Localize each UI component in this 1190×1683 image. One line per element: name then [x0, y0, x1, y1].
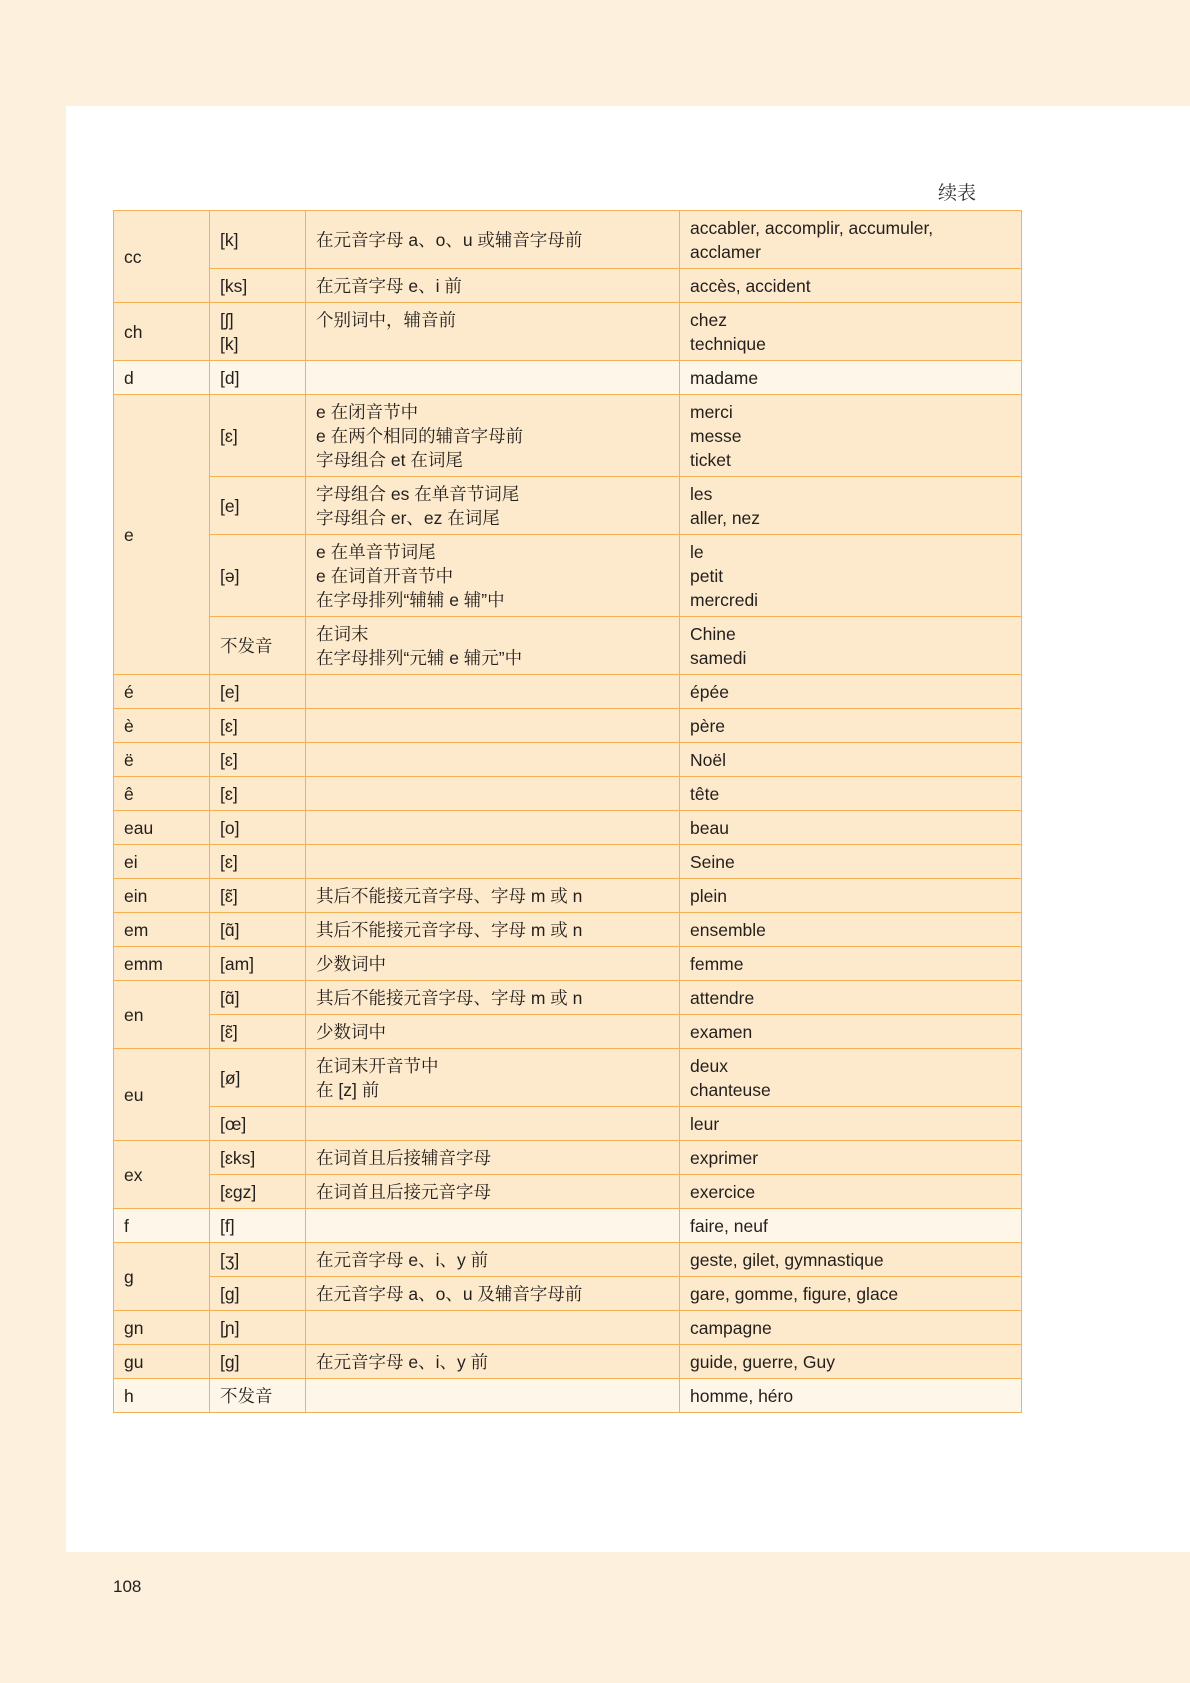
ipa-cell: [œ] — [210, 1107, 306, 1141]
examples-cell: beau — [680, 811, 1022, 845]
examples-cell: examen — [680, 1015, 1022, 1049]
letter-cell: è — [114, 709, 210, 743]
table-row — [114, 1175, 1022, 1209]
letter-cell: é — [114, 675, 210, 709]
ipa-cell: [ɛks] — [210, 1141, 306, 1175]
examples-cell: gare, gomme, figure, glace — [680, 1277, 1022, 1311]
rule-cell — [306, 361, 680, 395]
examples-cell: père — [680, 709, 1022, 743]
table-row — [114, 1345, 1022, 1379]
continued-label: 续表 — [938, 183, 977, 204]
rule-cell — [306, 675, 680, 709]
rule-cell: 在元音字母 a、o、u 及辅音字母前 — [306, 1277, 680, 1311]
table-row — [114, 1243, 1022, 1277]
examples-cell: merci messe ticket — [680, 395, 1022, 477]
ipa-cell: [d] — [210, 361, 306, 395]
ipa-cell: 不发音 — [210, 617, 306, 675]
examples-cell: plein — [680, 879, 1022, 913]
letter-cell: g — [114, 1243, 210, 1311]
letter-cell: en — [114, 981, 210, 1049]
letter-cell: ch — [114, 303, 210, 361]
examples-cell: les aller, nez — [680, 477, 1022, 535]
table-row — [114, 1311, 1022, 1345]
table-row — [114, 1209, 1022, 1243]
examples-cell: campagne — [680, 1311, 1022, 1345]
table-row — [114, 1015, 1022, 1049]
table-row — [114, 395, 1022, 477]
examples-cell: exprimer — [680, 1141, 1022, 1175]
ipa-cell: [k] — [210, 211, 306, 269]
letter-cell: d — [114, 361, 210, 395]
table-row — [114, 743, 1022, 777]
letter-cell: emm — [114, 947, 210, 981]
examples-cell: guide, guerre, Guy — [680, 1345, 1022, 1379]
table-row — [114, 361, 1022, 395]
rule-cell — [306, 709, 680, 743]
ipa-cell: [o] — [210, 811, 306, 845]
examples-cell: épée — [680, 675, 1022, 709]
ipa-cell: [ɛ] — [210, 845, 306, 879]
letter-cell: gn — [114, 1311, 210, 1345]
examples-cell: geste, gilet, gymnastique — [680, 1243, 1022, 1277]
examples-cell: tête — [680, 777, 1022, 811]
ipa-cell: [ə] — [210, 535, 306, 617]
rule-cell: e 在单音节词尾 e 在词首开音节中 在字母排列“辅辅 e 辅”中 — [306, 535, 680, 617]
table-row — [114, 1379, 1022, 1413]
table-row — [114, 811, 1022, 845]
ipa-cell: [ɛgz] — [210, 1175, 306, 1209]
examples-cell: deux chanteuse — [680, 1049, 1022, 1107]
ipa-cell: [ʃ] [k] — [210, 303, 306, 361]
table-row — [114, 211, 1022, 269]
ipa-cell: [g] — [210, 1277, 306, 1311]
table-row — [114, 1049, 1022, 1107]
table-row — [114, 303, 1022, 361]
rule-cell: 字母组合 es 在单音节词尾 字母组合 er、ez 在词尾 — [306, 477, 680, 535]
examples-cell: Chine samedi — [680, 617, 1022, 675]
rule-cell: 其后不能接元音字母、字母 m 或 n — [306, 981, 680, 1015]
ipa-cell: [e] — [210, 477, 306, 535]
ipa-cell: [ɛ] — [210, 777, 306, 811]
table-row — [114, 1277, 1022, 1311]
letter-cell: f — [114, 1209, 210, 1243]
ipa-cell: [ɛ] — [210, 709, 306, 743]
rule-cell: 在词末开音节中 在 [z] 前 — [306, 1049, 680, 1107]
page-number: 108 — [113, 1577, 142, 1596]
rule-cell: 在元音字母 e、i、y 前 — [306, 1345, 680, 1379]
rule-cell — [306, 743, 680, 777]
ipa-cell: [e] — [210, 675, 306, 709]
examples-cell: faire, neuf — [680, 1209, 1022, 1243]
letter-cell: ê — [114, 777, 210, 811]
ipa-cell: [f] — [210, 1209, 306, 1243]
rule-cell — [306, 1107, 680, 1141]
rule-cell: 在元音字母 a、o、u 或辅音字母前 — [306, 211, 680, 269]
rule-cell — [306, 1311, 680, 1345]
table-row — [114, 1141, 1022, 1175]
rule-cell: 在元音字母 e、i 前 — [306, 269, 680, 303]
table-row — [114, 947, 1022, 981]
table-row — [114, 709, 1022, 743]
ipa-cell: [ɛ] — [210, 395, 306, 477]
rule-cell: 其后不能接元音字母、字母 m 或 n — [306, 879, 680, 913]
ipa-cell: [g] — [210, 1345, 306, 1379]
letter-cell: ex — [114, 1141, 210, 1209]
table-row — [114, 981, 1022, 1015]
rule-cell: 在词首且后接辅音字母 — [306, 1141, 680, 1175]
rule-cell: 个别词中，辅音前 — [306, 303, 680, 361]
table-row — [114, 845, 1022, 879]
table-row — [114, 1107, 1022, 1141]
rule-cell — [306, 777, 680, 811]
table-row — [114, 477, 1022, 535]
ipa-cell: [ɑ̃] — [210, 913, 306, 947]
rule-cell: 在元音字母 e、i、y 前 — [306, 1243, 680, 1277]
examples-cell: accabler, accomplir, accumuler, acclamer — [680, 211, 1022, 269]
examples-cell: chez technique — [680, 303, 1022, 361]
rule-cell: 在词末 在字母排列“元辅 e 辅元”中 — [306, 617, 680, 675]
examples-cell: attendre — [680, 981, 1022, 1015]
rule-cell: 在词首且后接元音字母 — [306, 1175, 680, 1209]
ipa-cell: [ɑ̃] — [210, 981, 306, 1015]
rule-cell: 少数词中 — [306, 947, 680, 981]
examples-cell: femme — [680, 947, 1022, 981]
examples-cell: Seine — [680, 845, 1022, 879]
rule-cell — [306, 845, 680, 879]
table-row — [114, 913, 1022, 947]
table-row — [114, 879, 1022, 913]
pronunciation-table — [113, 210, 1022, 1413]
letter-cell: cc — [114, 211, 210, 303]
letter-cell: em — [114, 913, 210, 947]
ipa-cell: [ɛ̃] — [210, 879, 306, 913]
rule-cell — [306, 1379, 680, 1413]
ipa-cell: 不发音 — [210, 1379, 306, 1413]
table-row — [114, 675, 1022, 709]
examples-cell: leur — [680, 1107, 1022, 1141]
letter-cell: ei — [114, 845, 210, 879]
rule-cell: 其后不能接元音字母、字母 m 或 n — [306, 913, 680, 947]
examples-cell: ensemble — [680, 913, 1022, 947]
examples-cell: le petit mercredi — [680, 535, 1022, 617]
ipa-cell: [ø] — [210, 1049, 306, 1107]
letter-cell: eu — [114, 1049, 210, 1141]
table-row — [114, 777, 1022, 811]
letter-cell: h — [114, 1379, 210, 1413]
ipa-cell: [ɛ̃] — [210, 1015, 306, 1049]
examples-cell: exercice — [680, 1175, 1022, 1209]
rule-cell: e 在闭音节中 e 在两个相同的辅音字母前 字母组合 et 在词尾 — [306, 395, 680, 477]
ipa-cell: [ɛ] — [210, 743, 306, 777]
table-row — [114, 617, 1022, 675]
ipa-cell: [am] — [210, 947, 306, 981]
letter-cell: gu — [114, 1345, 210, 1379]
ipa-cell: [ɲ] — [210, 1311, 306, 1345]
rule-cell: 少数词中 — [306, 1015, 680, 1049]
letter-cell: e — [114, 395, 210, 675]
letter-cell: ein — [114, 879, 210, 913]
ipa-cell: [ʒ] — [210, 1243, 306, 1277]
examples-cell: accès, accident — [680, 269, 1022, 303]
letter-cell: eau — [114, 811, 210, 845]
examples-cell: Noël — [680, 743, 1022, 777]
rule-cell — [306, 1209, 680, 1243]
table-row — [114, 269, 1022, 303]
letter-cell: ë — [114, 743, 210, 777]
ipa-cell: [ks] — [210, 269, 306, 303]
rule-cell — [306, 811, 680, 845]
examples-cell: madame — [680, 361, 1022, 395]
examples-cell: homme, héro — [680, 1379, 1022, 1413]
table-row — [114, 535, 1022, 617]
